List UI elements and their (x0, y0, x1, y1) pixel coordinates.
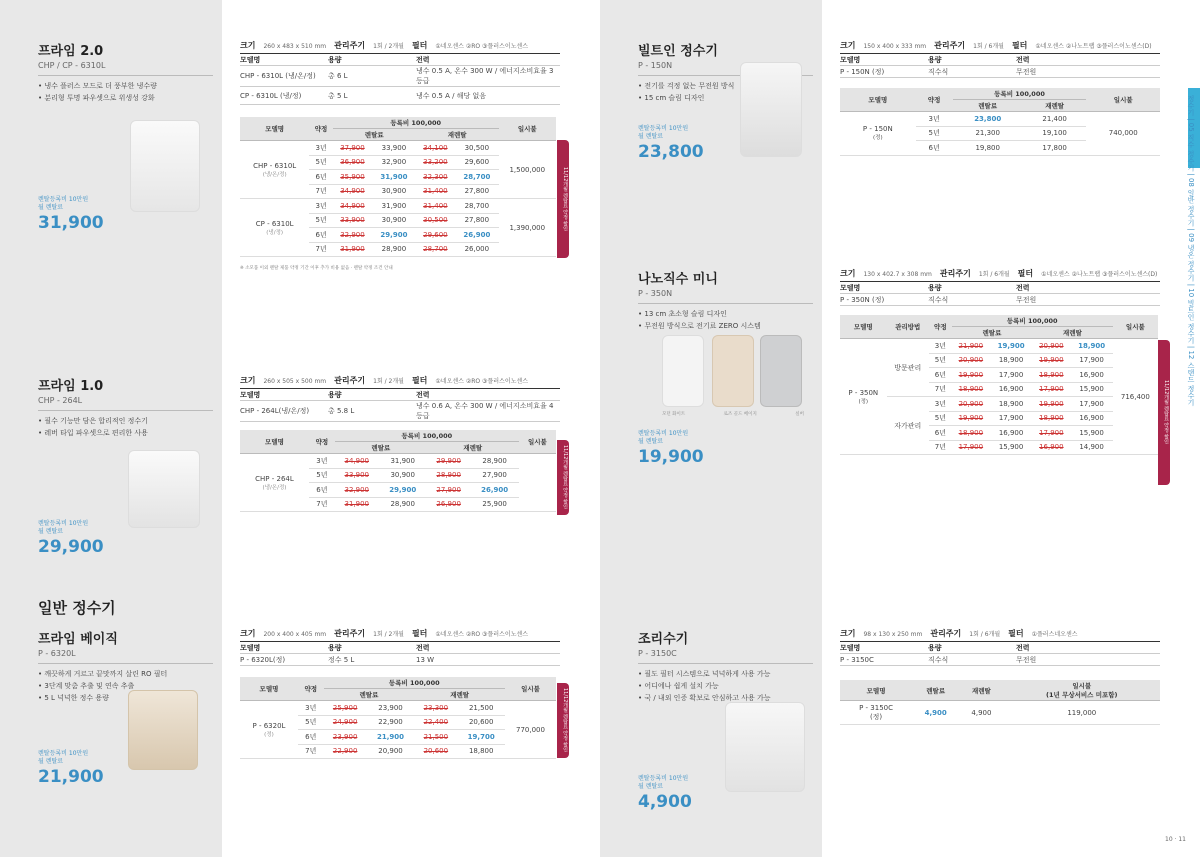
table-cell: 29,600 (455, 155, 498, 170)
table-cell: 17,900 (1070, 397, 1112, 412)
table-cell: 36,900 (333, 155, 372, 170)
spec-nano: 크기 130 x 402.7 x 308 mm 관리주기 1회 / 6개월 필터 ①네오센스 ②나노트랩 ③플러스이노센스(D) 모델명 용량 전력 P - 350N (정) 직수식 무전원 (840, 268, 1160, 306)
table-cell: 24,900 (324, 715, 367, 730)
price-label: 렌탈등록비 10만원 (38, 196, 89, 203)
table-cell: 32,900 (333, 228, 372, 243)
table-cell: 32,300 (416, 170, 455, 185)
feature: • 필수 기능만 담은 합리적인 정수기 (38, 415, 213, 427)
discount-tab: 11/12개월 렌탈료 약정 할인 (557, 683, 569, 758)
table-cell: 34,900 (335, 454, 379, 469)
table-cell: 29,600 (416, 228, 455, 243)
table-cell: 22,400 (414, 715, 457, 730)
discount-tab: 11/12개월 렌탈료 약정 할인 (557, 140, 569, 258)
table-cell: 32,900 (372, 155, 415, 170)
table-cell: 22,900 (367, 715, 415, 730)
table-cell: 18,900 (990, 353, 1032, 368)
table-cell: 20,900 (1032, 339, 1070, 354)
table-cell: P - 350N (정) (840, 339, 887, 455)
table-cell: 30,500 (416, 213, 455, 228)
table-cell: 26,000 (455, 242, 498, 257)
table-cell: 18,900 (1032, 368, 1070, 383)
table-cell: 1,390,000 (499, 199, 556, 257)
table-cell: 28,700 (416, 242, 455, 257)
table-cell: 33,200 (416, 155, 455, 170)
table-row (840, 339, 1158, 354)
product-model: CHP / CP - 6310L (38, 61, 106, 70)
table-cell: P - 150N (정) (840, 112, 916, 156)
price-box: 렌탈등록비 10만원 월 렌탈료 21,900 (38, 750, 104, 787)
table-cell: 17,900 (952, 440, 990, 455)
product-primabasic: 프라임 베이직 P - 6320L • 깨끗하게 거르고 끝맛까지 살린 RO 필터 • 3단계 맞춤 추출 및 연속 추출 • 5 L 넉넉한 정수 용량 (38, 628, 213, 704)
product-prima10 (38, 375, 213, 439)
table-cell: 26,900 (427, 497, 471, 512)
table-cell: 27,900 (471, 468, 519, 483)
builtin-image (740, 62, 802, 157)
price-table-prima20: 모델명 약정 등록비 100,000 일시불 렌탈료 재렌탈 CHP - 6310L (냉/온/정) 3년 37,900 33,900 34,100 30,500 1,500,000 5년 36,900 32,900 33,200 29,600 6년 35,900 31,900 32,300 28,700 7년 34,900 30,900 31,400 27,800 CP - 6310L (냉/정) 3년 34,900 31,900 31,400 28,700 1,390,000 5년 33,900 30,900 30,500 27,800 6년 32,900 29,900 29,600 26,900 7년 31,900 28,900 28,700 26,000 (240, 117, 556, 257)
table-cell: 3년 (309, 454, 335, 469)
discount-tab: 11/12개월 렌탈료 약정 할인 (557, 440, 569, 515)
table-cell: 3년 (916, 112, 953, 127)
nano-rosegold-image (712, 335, 754, 407)
table-cell: 23,900 (367, 701, 415, 716)
table-cell: CHP - 6310L (냉/온/정) (240, 141, 309, 199)
table-cell: 18,900 (952, 426, 990, 441)
table-cell: 5년 (309, 155, 332, 170)
table-cell: 14,900 (1070, 440, 1112, 455)
table-cell: 770,000 (505, 701, 556, 759)
price-box (38, 196, 104, 233)
color-captions: 모던 화이트 로즈 골드 베이지 실버 (662, 412, 804, 417)
table-cell: 20,600 (414, 744, 457, 759)
table-cell: 740,000 (1086, 112, 1160, 156)
table-cell: 22,900 (324, 744, 367, 759)
table-cell: 28,900 (427, 468, 471, 483)
product-name: 프라임 1.0 (38, 379, 104, 394)
table-cell: 16,900 (990, 426, 1032, 441)
monthly-price: 29,900 (38, 537, 104, 557)
product-name: 나노직수 미니 (638, 272, 718, 287)
table-cell: 3년 (309, 199, 332, 214)
spec-cook: 크기 98 x 130 x 250 mm 관리주기 1회 / 6개월 필터 ①플러스네오센스 모델명 용량 전력 P - 3150C 직수식 무전원 (840, 628, 1160, 666)
table-cell: 6년 (916, 141, 953, 156)
table-cell: 31,900 (379, 454, 427, 469)
table-cell: 자가관리 (887, 397, 929, 455)
table-cell: 27,900 (427, 483, 471, 498)
prima10-image (128, 450, 200, 528)
table-cell: 16,900 (1032, 440, 1070, 455)
spec-prima20: 크기 260 x 483 x 510 mm 관리주기 1회 / 2개월 필터 ①네오센스 ②RO ③플러스이노센스 모델명 용량 전력 CHP - 6310L (냉/온/정) 총 6 L 냉수 0.5 A, 온수 300 W / 에너지소비효율 3등급 CP - 6310L (냉/정) 총 5 L 냉수 0.5 A / 해당 없음 (240, 40, 560, 105)
table-cell: 17,900 (1032, 426, 1070, 441)
table-cell: 37,900 (333, 141, 372, 156)
table-cell: 7년 (929, 440, 952, 455)
table-row (240, 199, 556, 214)
table-cell: 5년 (929, 411, 952, 426)
table-cell: 21,900 (367, 730, 415, 745)
nano-silver-image (760, 335, 802, 407)
table-cell: 18,900 (1032, 411, 1070, 426)
table-cell: 26,900 (455, 228, 498, 243)
table-cell: 19,800 (953, 141, 1023, 156)
table-cell: 6년 (309, 228, 332, 243)
price-table-primabasic: 모델명 약정 등록비 100,000 일시불 렌탈료 재렌탈 P - 6320L (정) 3년 25,900 23,900 23,300 21,500 770,000 5년 24,900 22,900 22,400 20,600 6년 23,900 21,900 21,500 19,700 7년 22,900 20,900 20,600 18,800 (240, 677, 556, 759)
table-cell: 33,900 (333, 213, 372, 228)
table-cell: 30,900 (379, 468, 427, 483)
table-cell: 17,900 (990, 368, 1032, 383)
table-cell: 7년 (298, 744, 324, 759)
table-cell: 29,900 (427, 454, 471, 469)
primabasic-image (128, 690, 198, 770)
table-cell: 32,900 (335, 483, 379, 498)
table-cell: 31,900 (372, 170, 415, 185)
price-box: 렌탈등록비 10만원 월 렌탈료 19,900 (638, 430, 704, 467)
table-cell: 6년 (929, 368, 952, 383)
table-row (840, 112, 1160, 127)
table-cell: 31,900 (333, 242, 372, 257)
table-cell: 31,900 (335, 497, 379, 512)
table-cell: 20,900 (367, 744, 415, 759)
monthly-price: 21,900 (38, 767, 104, 787)
table-cell: 19,900 (990, 339, 1032, 354)
prima20-image (130, 120, 200, 212)
table-row (240, 701, 556, 716)
table-cell: 17,900 (1032, 382, 1070, 397)
footnote: ※ 소모품 이외 렌탈 제품 약정 기간 이후 추가 비용 없음 · 렌탈 약정 조건 안내 (240, 266, 393, 271)
price-table-nano: 모델명 관리방법 약정 등록비 100,000 일시불 렌탈료 재렌탈 P - 350N (정) 방문관리 3년 21,900 19,900 20,900 18,900 716,400 5년 20,900 18,900 19,900 17,900 6년 19,900 17,900 18,900 16,900 7년 18,900 16,900 17,900 15,900 자가관리 3년 20,900 18,900 19,900 17,900 5년 19,900 17,900 18,900 16,900 6년 18,900 16,900 17,900 15,900 7년 17,900 15,900 16,900 14,900 (840, 315, 1158, 455)
table-cell: 17,900 (990, 411, 1032, 426)
price-table-builtin: 모델명 약정 등록비 100,000 일시불 렌탈료 재렌탈 P - 150N (정) 3년 23,800 21,400 740,000 5년 21,300 19,100 6년 19,800 17,800 (840, 88, 1160, 156)
product-model: CHP - 264L (38, 396, 83, 405)
section-title: 일반 정수기 (38, 599, 116, 617)
table-cell: 1,500,000 (499, 141, 556, 199)
table-cell: 21,300 (953, 126, 1023, 141)
vertical-nav[interactable]: 정수기 | 05 직수 정수기 | 08 일반 정수기 | 09 냉온 정수기 | 10 빌트인 정수기 | 12 스탠드 정수기 (1187, 95, 1195, 406)
feature: • 냉수 플러스 모드로 더 풍부한 냉수량 (38, 80, 213, 92)
table-cell: 25,900 (324, 701, 367, 716)
product-name: 프라임 베이직 (38, 632, 118, 647)
table-cell: CHP - 264L (냉/온/정) (240, 454, 309, 512)
table-cell: 34,900 (333, 184, 372, 199)
table-cell: 20,900 (952, 397, 990, 412)
product-model: P - 6320L (38, 649, 76, 658)
table-cell: 31,400 (416, 184, 455, 199)
table-cell: 33,900 (335, 468, 379, 483)
table-cell: 29,900 (372, 228, 415, 243)
table-cell: 25,900 (471, 497, 519, 512)
table-cell: 7년 (309, 242, 332, 257)
monthly-price: 23,800 (638, 142, 704, 162)
table-cell: 16,900 (1070, 368, 1112, 383)
table-cell: 19,900 (952, 368, 990, 383)
table-cell: 15,900 (1070, 426, 1112, 441)
price-label: 월 렌탈료 (38, 204, 64, 211)
feature: • 레버 타입 파우셋으로 편리한 사용 (38, 427, 213, 439)
table-cell: 3년 (929, 397, 952, 412)
table-cell: 18,900 (1070, 339, 1112, 354)
table-cell: 5년 (309, 213, 332, 228)
table-cell: 7년 (309, 497, 335, 512)
table-cell: 18,800 (457, 744, 505, 759)
table-cell: 3년 (309, 141, 332, 156)
spec-prima10: 크기 260 x 505 x 500 mm 관리주기 1회 / 2개월 필터 ①네오센스 ②RO ③플러스이노센스 모델명 용량 전력 CHP - 264L(냉/온/정) 총 5.8 L 냉수 0.6 A, 온수 300 W / 에너지소비효율 4등급 (240, 375, 560, 422)
spec-builtin: 크기 150 x 400 x 333 mm 관리주기 1회 / 6개월 필터 ①네오센스 ②나노트랩 ③플러스이노센스(D) 모델명 용량 전력 P - 150N (정) 직수식 무전원 (840, 40, 1160, 78)
feature: • 분리형 투명 파우셋으로 위생성 강화 (38, 92, 213, 104)
table-cell: 16,900 (1070, 411, 1112, 426)
discount-tab: 11/12개월 렌탈료 약정 할인 (1158, 340, 1170, 485)
table-cell: 33,900 (372, 141, 415, 156)
table-cell: 17,900 (1070, 353, 1112, 368)
table-cell: 30,900 (372, 184, 415, 199)
table-cell (519, 454, 556, 512)
price-table-prima10: 모델명 약정 등록비 100,000 일시불 렌탈료 재렌탈 CHP - 264L (냉/온/정) 3년 34,900 31,900 29,900 28,900 5년 33,900 30,900 28,900 27,900 6년 32,900 29,900 27,900 26,900 7년 31,900 28,900 26,900 25,900 (240, 430, 556, 512)
table-cell: 27,800 (455, 213, 498, 228)
table-cell: 28,900 (372, 242, 415, 257)
product-cook: 조리수기 P - 3150C • 필도 필터 시스템으로 넉넉하게 사용 가능 • 어디에나 쉽게 설치 가능 • 국 / 내외 인증 확보로 안심하고 사용 가능 (638, 628, 813, 704)
table-cell: 16,900 (990, 382, 1032, 397)
table-cell: 31,400 (416, 199, 455, 214)
table-cell: 23,300 (414, 701, 457, 716)
table-cell: 3년 (298, 701, 324, 716)
table-cell: 29,900 (379, 483, 427, 498)
price-table-cook: 모델명 렌탈료 재렌탈 일시불 (1년 무상서비스 미포함) P - 3150C (정) 4,900 4,900 119,000 (840, 680, 1160, 725)
product-prima20 (38, 40, 213, 104)
table-cell: 20,900 (952, 353, 990, 368)
table-cell: 7년 (929, 382, 952, 397)
table-cell: 23,800 (953, 112, 1023, 127)
table-cell: 3년 (929, 339, 952, 354)
table-cell: 21,900 (952, 339, 990, 354)
table-cell: 30,500 (455, 141, 498, 156)
table-cell: 6년 (298, 730, 324, 745)
product-name: 조리수기 (638, 632, 689, 647)
table-cell: 27,800 (455, 184, 498, 199)
monthly-price: 4,900 (638, 792, 692, 812)
table-cell: 19,900 (1032, 397, 1070, 412)
page-number: 10 · 11 (1165, 836, 1186, 843)
table-cell: 20,600 (457, 715, 505, 730)
table-cell: 30,900 (372, 213, 415, 228)
table-cell: 26,900 (471, 483, 519, 498)
product-name: 프라임 2.0 (38, 44, 104, 59)
table-cell: 28,900 (379, 497, 427, 512)
cook-image (725, 702, 805, 792)
table-cell: CP - 6310L (냉/정) (240, 199, 309, 257)
table-cell: 23,900 (324, 730, 367, 745)
nano-white-image (662, 335, 704, 407)
price-box: 렌탈등록비 10만원 월 렌탈료 23,800 (638, 125, 704, 162)
table-cell: 28,700 (455, 199, 498, 214)
table-row (240, 141, 556, 156)
table-cell: 19,100 (1023, 126, 1087, 141)
table-cell: 5년 (916, 126, 953, 141)
table-cell: 34,900 (333, 199, 372, 214)
price-box: 렌탈등록비 10만원 월 렌탈료 4,900 (638, 775, 692, 812)
table-cell: 7년 (309, 184, 332, 199)
monthly-price: 31,900 (38, 213, 104, 233)
table-cell: 15,900 (990, 440, 1032, 455)
right-page (600, 0, 1200, 857)
table-cell: 방문관리 (887, 339, 929, 397)
table-cell: 34,100 (416, 141, 455, 156)
table-cell: 28,700 (455, 170, 498, 185)
table-cell: 21,500 (414, 730, 457, 745)
table-cell: 31,900 (372, 199, 415, 214)
table-cell: 18,900 (952, 382, 990, 397)
table-cell: 6년 (929, 426, 952, 441)
product-name: 빌트인 정수기 (638, 44, 718, 59)
table-cell: P - 6320L (정) (240, 701, 298, 759)
table-cell: 6년 (309, 483, 335, 498)
table-cell: 17,800 (1023, 141, 1087, 156)
table-cell: 28,900 (471, 454, 519, 469)
table-cell: 21,500 (457, 701, 505, 716)
table-cell: 5년 (309, 468, 335, 483)
table-cell: 716,400 (1113, 339, 1158, 455)
table-cell: 6년 (309, 170, 332, 185)
table-cell: 19,900 (1032, 353, 1070, 368)
table-cell: 19,900 (952, 411, 990, 426)
product-builtin: 빌트인 정수기 P - 150N • 전기를 걱정 없는 무전원 방식 • 15 cm 슬림 디자인 (638, 40, 813, 104)
table-cell: 5년 (929, 353, 952, 368)
table-row (240, 454, 556, 469)
product-nano: 나노직수 미니 P - 350N • 13 cm 초소형 슬림 디자인 • 무전원 방식으로 전기료 ZERO 시스템 (638, 268, 813, 332)
table-cell: 15,900 (1070, 382, 1112, 397)
table-row (840, 397, 1158, 412)
table-cell: 18,900 (990, 397, 1032, 412)
table-cell: 19,700 (457, 730, 505, 745)
table-cell: 35,900 (333, 170, 372, 185)
table-cell: 5년 (298, 715, 324, 730)
monthly-price: 19,900 (638, 447, 704, 467)
price-box: 렌탈등록비 10만원 월 렌탈료 29,900 (38, 520, 104, 557)
spec-primabasic: 크기 200 x 400 x 405 mm 관리주기 1회 / 2개월 필터 ①네오센스 ②RO ③플러스이노센스 모델명 용량 전력 P - 6320L(정) 정수 5 L 13 W (240, 628, 560, 666)
table-cell: 21,400 (1023, 112, 1087, 127)
